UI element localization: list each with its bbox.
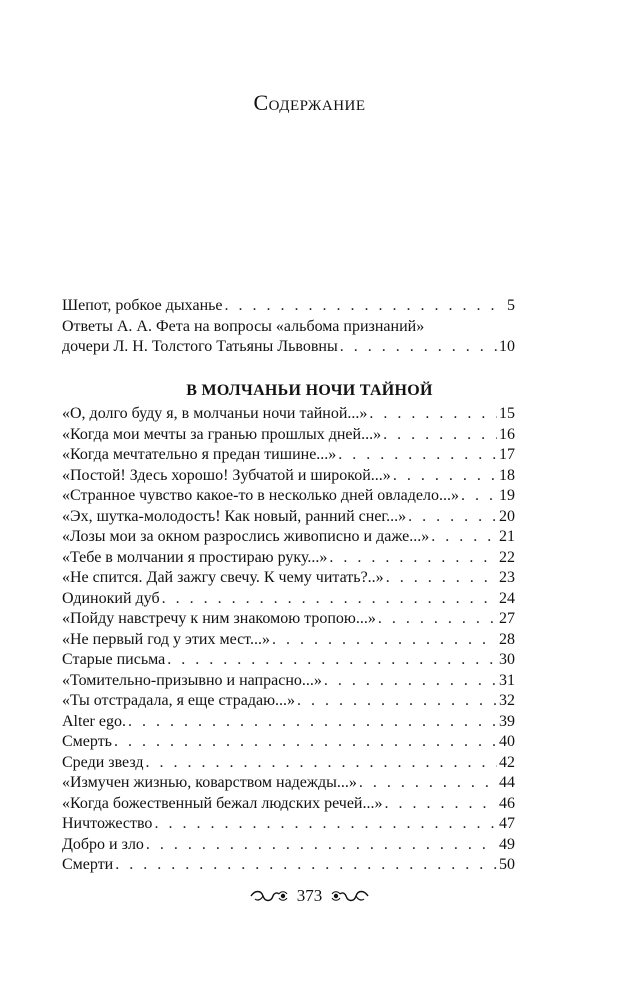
section-heading: В МОЛЧАНЬИ НОЧИ ТАЙНОЙ (186, 382, 433, 399)
dot-leader (378, 609, 497, 630)
toc-entry-title: «Лозы мои за окном разрослись живописно и даже...» (62, 528, 430, 545)
toc-entry-title: «Странное чувство какое-то в несколько дней овладело...» (62, 487, 459, 504)
toc-entry (62, 671, 515, 692)
toc-entry-title: Alter ego. (62, 712, 126, 730)
dot-leader (128, 712, 497, 733)
dot-leader (146, 835, 497, 856)
toc-entry (62, 732, 515, 753)
toc-entry-page: 20 (499, 507, 515, 525)
page-title: Содержание (253, 90, 366, 115)
toc-entry (62, 712, 515, 733)
toc-entry (62, 814, 515, 835)
dot-leader (297, 691, 497, 712)
toc-entry (62, 317, 515, 338)
toc-entry (62, 630, 515, 651)
toc-entry-page: 15 (499, 405, 515, 422)
toc-entry (62, 609, 515, 630)
toc-entry-page: 16 (499, 425, 515, 443)
dot-leader (386, 568, 497, 589)
dot-leader (154, 814, 497, 835)
ornament-flourish-icon (330, 887, 370, 905)
dot-leader (338, 445, 497, 466)
toc-entry (62, 773, 515, 794)
dot-leader (431, 527, 497, 548)
toc-entry-title: Смерть (62, 733, 112, 750)
toc-entry-page: 50 (499, 856, 515, 873)
toc-entry-title: «Постой! Здесь хорошо! Зубчатой и широкой...» (62, 466, 391, 484)
dot-leader (340, 337, 497, 358)
toc-entry-page: 24 (499, 589, 515, 607)
page-footer (0, 886, 619, 906)
dot-leader (324, 671, 497, 692)
toc-entry-title: «Томительно-призывно и напрасно...» (62, 671, 322, 689)
toc-entry (62, 486, 515, 507)
toc-entry-page: 46 (499, 794, 515, 812)
toc-entry (62, 296, 515, 317)
toc-entry-page: 30 (499, 651, 515, 668)
toc-entry-page: 18 (499, 466, 515, 484)
toc-entry-title: «О, долго буду я, в молчаньи ночи тайной...» (62, 405, 368, 422)
toc-entry-page: 47 (499, 815, 515, 832)
toc-entry-title: Шепот, робкое дыханье (62, 297, 223, 314)
toc-entry-page: 42 (499, 753, 515, 771)
toc-entry (62, 337, 515, 358)
toc-entry-page: 32 (499, 692, 515, 709)
toc-entry-title: Ответы А. А. Фета на вопросы «альбома признаний» (62, 317, 425, 335)
toc-entry-page: 5 (507, 297, 515, 314)
toc-entry (62, 835, 515, 856)
dot-leader (146, 753, 497, 774)
toc-entry-title: Смерти (62, 856, 114, 873)
dot-leader (167, 650, 497, 671)
toc-entry (62, 404, 515, 425)
toc-entry (62, 650, 515, 671)
dot-leader (408, 507, 497, 528)
toc-entry-title: «Когда божественный бежал людских речей...» (62, 794, 383, 812)
dot-leader (115, 855, 497, 876)
toc-entry (62, 466, 515, 487)
toc-entry-page: 27 (499, 610, 515, 627)
toc-entry-title: «Не спится. Дай зажгу свечу. К чему читать?..» (62, 569, 384, 586)
dot-leader (162, 589, 497, 610)
toc-entry-page: 21 (499, 528, 515, 545)
toc-entry (62, 507, 515, 528)
toc-entry-title: «Ты отстрадала, я еще страдаю...» (62, 692, 296, 709)
dot-leader (359, 773, 497, 794)
toc-intro (62, 296, 515, 358)
toc-entry (62, 855, 515, 876)
page-number: 373 (296, 886, 323, 905)
dot-leader (329, 548, 497, 569)
toc-entry-title: Среди звезд (62, 753, 144, 771)
dot-leader (114, 732, 497, 753)
toc-entry-page: 17 (499, 446, 515, 463)
dot-leader (225, 296, 505, 317)
dot-leader (369, 404, 497, 425)
toc-entry-title: «Пойду навстречу к ним знакомою тропою...» (62, 610, 376, 627)
dot-leader (393, 466, 497, 487)
toc-entry-page: 10 (499, 338, 515, 355)
dot-leader (385, 794, 498, 815)
toc-entry (62, 425, 515, 446)
toc-entry (62, 691, 515, 712)
toc-entry-title: «Тебе в молчании я простираю руку...» (62, 548, 328, 566)
toc-entry (62, 548, 515, 569)
toc-entry-page: 31 (499, 671, 515, 689)
toc-entry-title: Одинокий дуб (62, 589, 160, 607)
toc-entry-title: «Эх, шутка-молодость! Как новый, ранний снег...» (62, 507, 407, 525)
toc-entry-title: Старые письма (62, 651, 166, 668)
dot-leader (383, 425, 497, 446)
toc-entry-title: «Не первый год у этих мест...» (62, 630, 270, 648)
toc-entry (62, 445, 515, 466)
toc-main (62, 404, 515, 876)
toc-entry-title: Добро и зло (62, 835, 144, 853)
dot-leader (272, 630, 497, 651)
toc-entry-page: 49 (499, 835, 515, 853)
toc-entry-title: Ничтожество (62, 815, 153, 832)
toc-entry-page: 22 (499, 548, 515, 566)
toc-entry (62, 527, 515, 548)
toc-entry-title: дочери Л. Н. Толстого Татьяны Львовны (62, 338, 338, 355)
toc-entry-title: «Когда мои мечты за гранью прошлых дней...» (62, 425, 382, 443)
toc-entry-title: «Когда мечтательно я предан тишине...» (62, 446, 337, 463)
toc-entry-title: «Измучен жизнью, коварством надежды...» (62, 774, 357, 791)
toc-entry (62, 568, 515, 589)
toc-entry-page: 19 (499, 487, 515, 504)
dot-leader (461, 486, 497, 507)
toc-entry-page: 39 (499, 712, 515, 730)
toc-entry (62, 753, 515, 774)
toc-entry-page: 23 (499, 569, 515, 586)
ornament-flourish-icon (249, 887, 289, 905)
toc-entry-page: 40 (499, 733, 515, 750)
toc-entry-page: 28 (499, 630, 515, 648)
toc-entry (62, 589, 515, 610)
toc-entry-page: 44 (499, 774, 515, 791)
toc-entry (62, 794, 515, 815)
